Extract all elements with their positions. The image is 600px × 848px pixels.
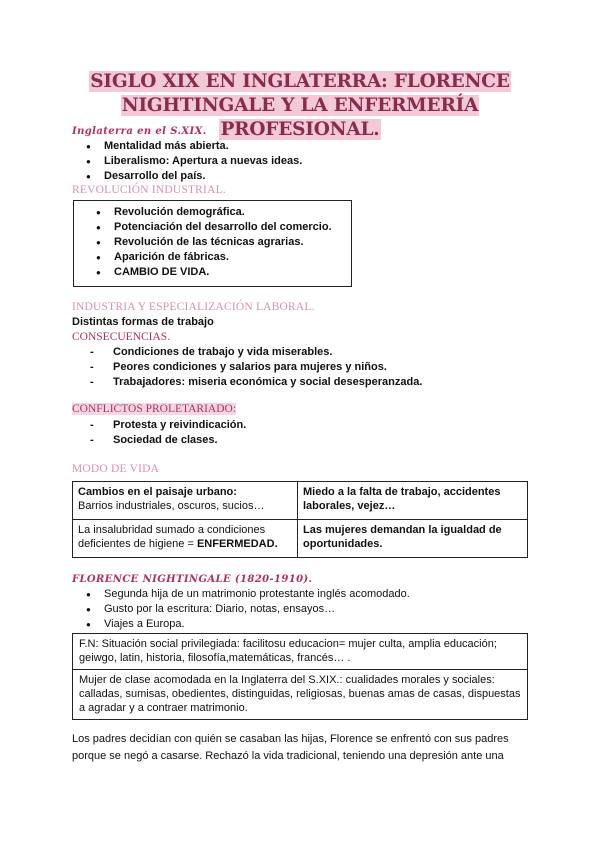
- list-inglaterra: [78, 139, 302, 184]
- list-item: - Trabajadores: miseria económica y social desesperanzada.: [78, 375, 422, 390]
- paragraph-line-1: Los padres decidían con quién se casaban las hijas, Florence se enfrentó con sus padres: [72, 733, 509, 745]
- list-item: ● Viajes a Europa.: [78, 617, 410, 632]
- heading-revolucion: REVOLUCIÓN INDUSTRIAL.: [72, 184, 226, 196]
- heading-conflictos-text: CONFLICTOS PROLETARIADO:: [72, 403, 237, 415]
- table-cell: Miedo a la falta de trabajo, accidentes laborales, vejez…: [298, 482, 528, 520]
- heading-consecuencias: CONSECUENCIAS.: [72, 331, 171, 343]
- list-item: ● Segunda hija de un matrimonio protestante inglés acomodado.: [78, 587, 410, 602]
- industria-subtitle: Distintas formas de trabajo: [72, 316, 214, 328]
- list-item: ● Revolución de las técnicas agrarias.: [88, 235, 332, 250]
- list-item: - Condiciones de trabajo y vida miserables.: [78, 345, 422, 360]
- list-revolucion: [88, 205, 332, 280]
- list-item: - Protesta y reivindicación.: [78, 418, 246, 433]
- list-item: ● Gusto por la escritura: Diario, notas, ensayos…: [78, 602, 410, 617]
- cell-emphasis: ENFERMEDAD.: [196, 538, 278, 550]
- florence-box-2: Mujer de clase acomodada en la Inglaterra del S.XIX.: cualidades morales y sociales: calladas, sumisas, obedientes, distinguidas, religiosas, buenas amas de casas, dispuestas a agradar y a contraer matrimonio.: [72, 669, 528, 720]
- heading-inglaterra: Inglaterra en el S.XIX.: [72, 126, 207, 137]
- list-item: ● Liberalismo: Apertura a nuevas ideas.: [78, 154, 302, 169]
- list-conflictos: [78, 418, 246, 448]
- paragraph-line-2: porque se negó a casarse. Rechazó la vida tradicional, teniendo una depresión ante una: [72, 750, 504, 762]
- title-line-1: SIGLO XIX EN INGLATERRA: FLORENCE: [90, 71, 510, 92]
- heading-florence: FLORENCE NIGHTINGALE (1820-1910).: [72, 574, 313, 585]
- cell-text: La insalubridad sumado a condiciones deficientes de higiene =: [78, 524, 266, 550]
- list-florence: [78, 587, 410, 632]
- list-item: - Peores condiciones y salarios para mujeres y niños.: [78, 360, 422, 375]
- table-cell: [73, 482, 298, 520]
- florence-box-1: F.N: Situación social privilegiada: facilitosu educacion= mujer culta, amplia educación; geiwgo, latin, historia, filosofía,matemáticas, francés… .: [72, 633, 528, 670]
- title-line-2: NIGHTINGALE Y LA ENFERMERÍA PROFESIONAL.: [121, 95, 479, 140]
- list-item: ● CAMBIO DE VIDA.: [88, 265, 332, 280]
- cell-heading: Cambios en el paisaje urbano:: [78, 486, 237, 498]
- modo-vida-table: [72, 481, 528, 558]
- heading-modo-vida: MODO DE VIDA: [72, 463, 160, 475]
- list-item: ● Revolución demográfica.: [88, 205, 332, 220]
- cell-text: Barrios industriales, oscuros, sucios…: [78, 500, 265, 512]
- list-consecuencias: [78, 345, 422, 390]
- table-cell: [73, 520, 298, 558]
- heading-industria: INDUSTRIA Y ESPECIALIZACIÓN LABORAL.: [72, 301, 315, 313]
- list-item: ● Aparición de fábricas.: [88, 250, 332, 265]
- heading-conflictos: [72, 403, 236, 415]
- table-cell: Las mujeres demandan la igualdad de oportunidades.: [298, 520, 528, 558]
- list-item: ● Desarrollo del país.: [78, 169, 302, 184]
- list-item: ● Potenciación del desarrollo del comercio.: [88, 220, 332, 235]
- list-item: - Sociedad de clases.: [78, 433, 246, 448]
- list-item: ● Mentalidad más abierta.: [78, 139, 302, 154]
- table-row: [73, 482, 528, 520]
- table-row: [73, 520, 528, 558]
- paragraph: [72, 731, 532, 765]
